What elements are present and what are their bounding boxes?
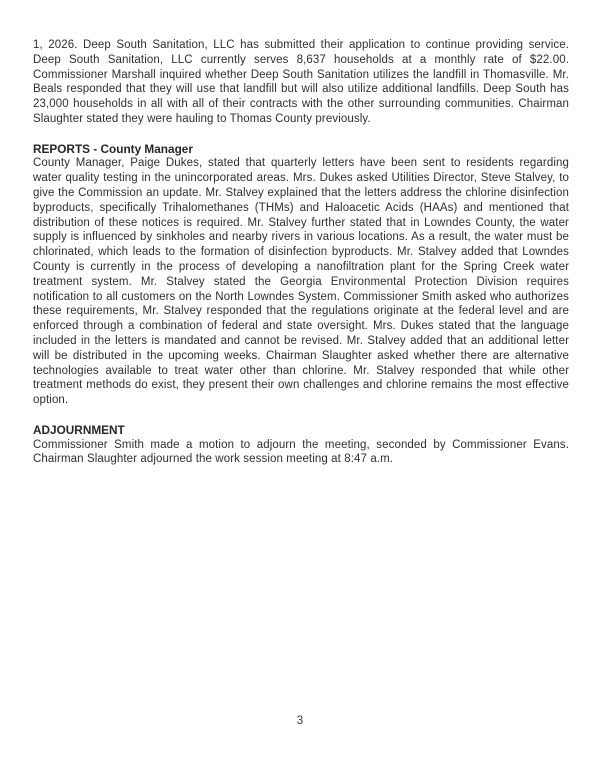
paragraph-sanitation-continuation: 1, 2026. Deep South Sanitation, LLC has submitted their application to continue providing service. Deep South Sanitation, LLC currently serves 8,637 households at a monthly rate of $22.00. Commissioner Marshall inquired whether Deep South Sanitation utilizes the landfill in Thomasville. Mr. Beals responded that they will use that landfill but will also utilize additional landfills. Deep South has 23,000 households in all with all of their contracts with the other surrounding communities. Chairman Slaughter stated they were hauling to Thomas County previously. <box>33 39 569 125</box>
section-heading-reports-county-manager: REPORTS - County Manager <box>33 141 193 156</box>
page-number: 3 <box>296 715 304 727</box>
document-content <box>33 38 569 467</box>
paragraph-reports-county-manager: County Manager, Paige Dukes, stated that quarterly letters have been sent to residents regarding water quality testing in the unincorporated areas. Mrs. Dukes asked Utilities Director, Steve Stalvey, to give the Commission an update. Mr. Stalvey explained that the letters address the chlorine disinfection byproducts, specifically Trihalomethanes (THMs) and Haloacetic Acids (HAAs) and mentioned that distribution of these notices is required. Mr. Stalvey further stated that in Lowndes County, the water supply is influenced by sinkholes and nearby rivers in various locations. As a result, the water must be chlorinated, which leads to the formation of disinfection byproducts. Mr. Stalvey added that Lowndes County is currently in the process of developing a nanofiltration plant for the Spring Creek water treatment system. Mr. Stalvey stated the Georgia Environmental Protection Division requires notification to all customers on the North Lowndes System. Commissioner Smith asked who authorizes these requirements, Mr. Stalvey responded that the regulations originate at the federal level and are enforced through a combination of federal and state oversight. Mrs. Dukes stated that the language included in the letters is mandated and cannot be revised. Mr. Stalvey added that an additional letter will be distributed in the upcoming weeks. Chairman Slaughter asked whether there are alternative technologies available to treat water other than chlorine. Mr. Stalvey responded that while other treatment methods do exist, they present their own challenges and chlorine remains the most effective option. <box>33 157 569 407</box>
section-heading-adjournment: ADJOURNMENT <box>33 422 125 437</box>
paragraph-adjournment: Commissioner Smith made a motion to adjourn the meeting, seconded by Commissioner Evans. Chairman Slaughter adjourned the work session meeting at 8:47 a.m. <box>33 438 569 466</box>
